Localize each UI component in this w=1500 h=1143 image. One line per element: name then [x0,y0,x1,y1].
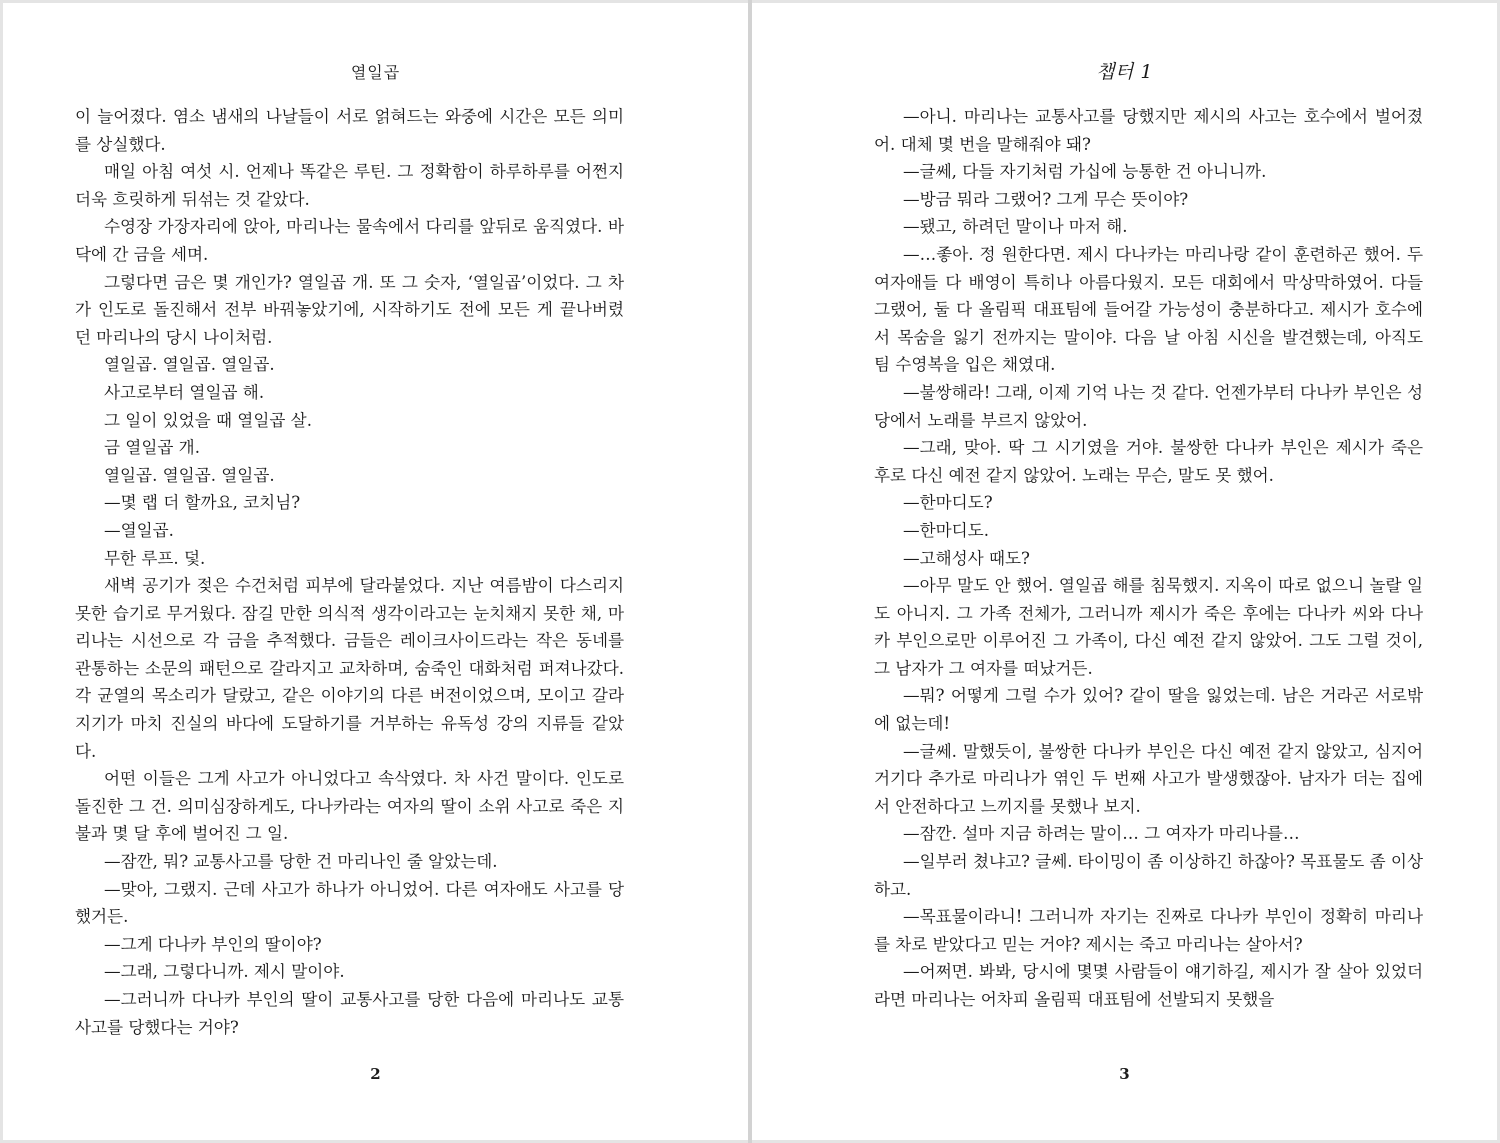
paragraph: 금 열일곱 개. [104,438,200,458]
paragraph: —맞아, 그랬지. 근데 사고가 하나가 아니었어. 다른 여자애도 사고를 당했거든. [75,879,624,927]
paragraph: 무한 루프. 덫. [104,548,206,568]
page-number-left: 2 [370,1065,381,1083]
paragraph: —그러니까 다나카 부인의 딸이 교통사고를 당한 다음에 마리나도 교통사고를 당했다는 거야? [75,990,624,1037]
paragraph: —잠깐. 설마 지금 하려는 말이… 그 여자가 마리나를… [903,824,1300,844]
running-head-right: 챕터 1 [1096,61,1153,83]
right-page [752,3,1497,1140]
paragraph: 매일 아침 여섯 시. 언제나 똑같은 루틴. 그 정확함이 하루하루를 어쩐지 더욱 흐릿하게 뒤섞는 것 같았다. [75,162,624,209]
paragraph: —고해성사 때도? [903,548,1030,568]
paragraph: —아니. 마리나는 교통사고를 당했지만 제시의 사고는 호수에서 벌어졌어. 대체 몇 번을 말해줘야 돼? [874,107,1423,154]
paragraph: —글쎄, 다들 자기처럼 가십에 능통한 건 아니니까. [903,162,1267,182]
paragraph: —방금 뭐라 그랬어? 그게 무슨 뜻이야? [903,189,1189,209]
paragraph: —열일곱. [104,520,174,540]
paragraph: —한마디도. [903,520,989,540]
paragraph: 이 늘어졌다. 염소 냄새의 나날들이 서로 얽혀드는 와중에 시간은 모든 의미를 상실했다. [75,107,624,154]
left-page-body [75,103,624,1041]
paragraph: —잠깐, 뭐? 교통사고를 당한 건 마리나인 줄 알았는데. [104,852,498,872]
paragraph: 그 일이 있었을 때 열일곱 살. [104,410,312,430]
page-number-right: 3 [1119,1065,1130,1083]
paragraph: —아무 말도 안 했어. 열일곱 해를 침묵했지. 지옥이 따로 없으니 놀랄 일도 아니지. 그 가족 전체가, 그러니까 제시가 죽은 후에는 다나카 씨와 다나카 부인으로만 이루어진 그 가족이, 다신 예전 같지 않았어. 그도 그럴 것이, 그 남자가 그 여자를 떠났거든. [874,576,1423,678]
paragraph: —뭐? 어떻게 그럴 수가 있어? 같이 딸을 잃었는데. 남은 거라곤 서로밖에 없는데! [874,686,1423,734]
left-page [3,3,748,1140]
paragraph: —불쌍해라! 그래, 이제 기억 나는 것 같다. 언젠가부터 다나카 부인은 성당에서 노래를 부르지 않았어. [874,382,1423,430]
running-head-left: 열일곱 [350,63,401,82]
paragraph: —그게 다나카 부인의 딸이야? [104,934,322,954]
paragraph: 열일곱. 열일곱. 열일곱. [104,355,275,375]
paragraph: —일부러 쳤냐고? 글쎄. 타이밍이 좀 이상하긴 하잖아? 목표물도 좀 이상하고. [874,852,1423,899]
paragraph: —목표물이라니! 그러니까 자기는 진짜로 다나카 부인이 정확히 마리나를 차로 받았다고 믿는 거야? 제시는 죽고 마리나는 살아서? [874,907,1423,954]
paragraph: 수영장 가장자리에 앉아, 마리나는 물속에서 다리를 앞뒤로 움직였다. 바닥에 간 금을 세며. [75,217,624,264]
paragraph: 새벽 공기가 젖은 수건처럼 피부에 달라붙었다. 지난 여름밤이 다스리지 못한 습기로 무거웠다. 잠길 만한 의식적 생각이라고는 눈치채지 못한 채, 마리나는 시선으로 각 금을 추적했다. 금들은 레이크사이드라는 작은 동네를 관통하는 소문의 패턴으로 갈라지고 교차하며, 숨죽인 대화처럼 퍼져나갔다. 각 균열의 목소리가 달랐고, 같은 이야기의 다른 버전이었으며, 모이고 갈라지기가 마치 진실의 바다에 도달하기를 거부하는 유독성 강의 지류들 같았다. [75,576,624,761]
paragraph: 그렇다면 금은 몇 개인가? 열일곱 개. 또 그 숫자, ‘열일곱’이었다. 그 차가 인도로 돌진해서 전부 바꿔놓았기에, 시작하기도 전에 모든 게 끝나버렸던 마리나의 당시 나이처럼. [75,272,624,347]
paragraph: —됐고, 하려던 말이나 마저 해. [903,217,1128,237]
right-page-body [874,103,1423,1014]
paragraph: 사고로부터 열일곱 해. [104,382,265,402]
paragraph: —몇 랩 더 할까요, 코치님? [104,493,301,513]
paragraph: —…좋아. 정 원한다면. 제시 다나카는 마리나랑 같이 훈련하곤 했어. 두 여자애들 다 배영이 특히나 아름다웠지. 모든 대회에서 막상막하였어. 다들 그랬어, 둘 다 올림픽 대표팀에 들어갈 가능성이 충분하다고. 제시가 호수에서 목숨을 잃기 전까지는 말이야. 다음 날 아침 시신을 발견했는데, 아직도 팀 수영복을 입은 채였대. [874,244,1423,375]
paragraph: —그래, 그렇다니까. 제시 말이야. [104,962,345,982]
paragraph: —그래, 맞아. 딱 그 시기였을 거야. 불쌍한 다나카 부인은 제시가 죽은 후로 다신 예전 같지 않았어. 노래는 무슨, 말도 못 했어. [874,438,1423,485]
paragraph: —어쩌면. 봐봐, 당시에 몇몇 사람들이 얘기하길, 제시가 잘 살아 있었더라면 마리나는 어차피 올림픽 대표팀에 선발되지 못했을 [874,962,1423,1009]
paragraph: 열일곱. 열일곱. 열일곱. [104,465,275,485]
paragraph: 어떤 이들은 그게 사고가 아니었다고 속삭였다. 차 사건 말이다. 인도로 돌진한 그 건. 의미심장하게도, 다나카라는 여자의 딸이 소위 사고로 죽은 지 불과 몇 달 후에 벌어진 그 일. [75,769,624,844]
paragraph: —글쎄. 말했듯이, 불쌍한 다나카 부인은 다신 예전 같지 않았고, 심지어 거기다 추가로 마리나가 엮인 두 번째 사고가 발생했잖아. 남자가 더는 집에서 안전하다고 느끼지를 못했나 보지. [874,741,1423,816]
paragraph: —한마디도? [903,493,993,513]
